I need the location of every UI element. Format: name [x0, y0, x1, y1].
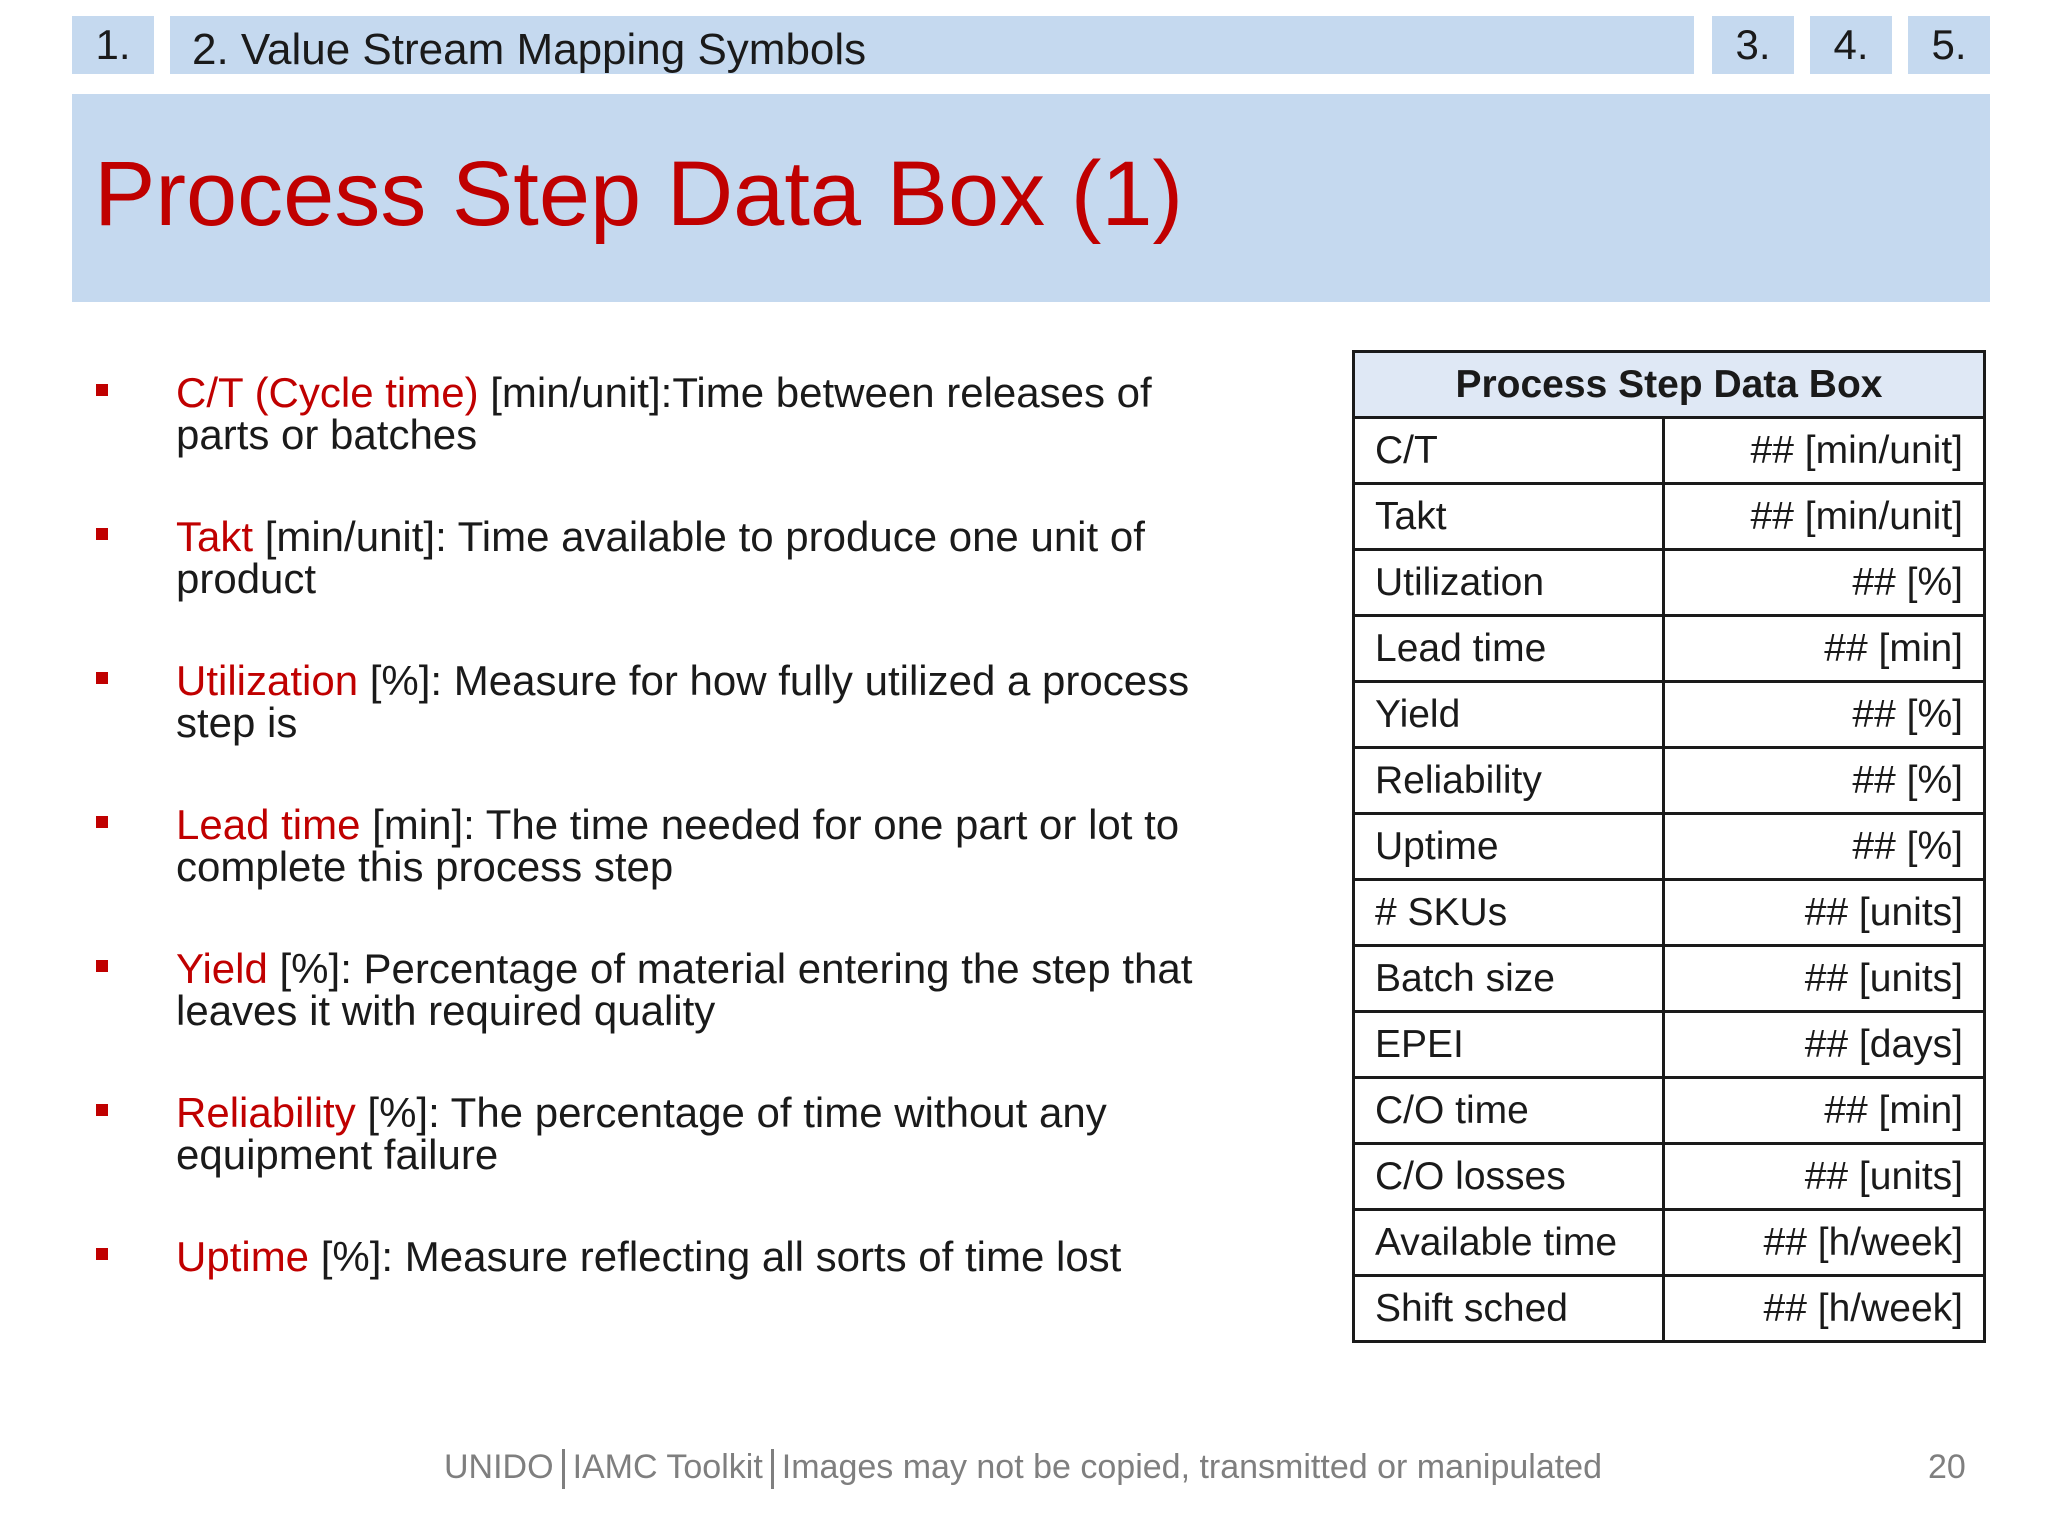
definition: [%]: Measure for how fully utilized a process step is	[176, 657, 1190, 746]
row-label: C/O losses	[1354, 1144, 1664, 1210]
footer-notice: Images may not be copied, transmitted or manipulated	[781, 1448, 1602, 1486]
table-header: Process Step Data Box	[1354, 352, 1985, 418]
nav-section-5[interactable]: 5.	[1908, 16, 1990, 74]
definition: [%]: Measure reflecting all sorts of time lost	[309, 1233, 1122, 1280]
table-row	[1354, 1144, 1985, 1210]
row-value: ## [h/week]	[1664, 1276, 1985, 1342]
row-value: ## [%]	[1664, 550, 1985, 616]
row-label: # SKUs	[1354, 880, 1664, 946]
table-row	[1354, 880, 1985, 946]
term: C/T (Cycle time)	[176, 369, 479, 416]
footer-toolkit: IAMC Toolkit	[572, 1448, 763, 1486]
row-label: Yield	[1354, 682, 1664, 748]
list-item	[88, 1089, 1248, 1236]
page-title: Process Step Data Box (1)	[94, 143, 1184, 245]
list-item	[88, 513, 1248, 660]
bullet-square-icon	[96, 816, 108, 828]
row-label: Takt	[1354, 484, 1664, 550]
definition: [%]: Percentage of material entering the step that leaves it with required quality	[176, 945, 1193, 1034]
bullet-square-icon	[96, 1248, 108, 1260]
row-value: ## [units]	[1664, 1144, 1985, 1210]
bullet-square-icon	[96, 528, 108, 540]
row-label: EPEI	[1354, 1012, 1664, 1078]
row-label: Lead time	[1354, 616, 1664, 682]
row-value: ## [days]	[1664, 1012, 1985, 1078]
row-value: ## [%]	[1664, 814, 1985, 880]
list-item	[88, 1233, 1248, 1380]
table-row	[1354, 1078, 1985, 1144]
table-row	[1354, 814, 1985, 880]
row-label: Uptime	[1354, 814, 1664, 880]
row-value: ## [units]	[1664, 880, 1985, 946]
nav-section-4[interactable]: 4.	[1810, 16, 1892, 74]
process-step-data-box-table	[1352, 350, 1986, 1343]
footer	[444, 1448, 1602, 1489]
row-value: ## [min]	[1664, 616, 1985, 682]
table-header-row	[1354, 352, 1985, 418]
row-label: Utilization	[1354, 550, 1664, 616]
row-label: Shift sched	[1354, 1276, 1664, 1342]
list-item	[88, 657, 1248, 804]
row-label: Reliability	[1354, 748, 1664, 814]
table-row	[1354, 682, 1985, 748]
row-value: ## [%]	[1664, 682, 1985, 748]
bullet-square-icon	[96, 1104, 108, 1116]
table-row	[1354, 946, 1985, 1012]
term: Yield	[176, 945, 268, 992]
list-item	[88, 801, 1248, 948]
definition: [min/unit]:Time between releases of parts or batches	[176, 369, 1152, 458]
table-row	[1354, 550, 1985, 616]
nav-section-2-active[interactable]: 2. Value Stream Mapping Symbols	[170, 16, 1694, 74]
term: Reliability	[176, 1089, 356, 1136]
definition-list	[88, 369, 1248, 1380]
row-value: ## [units]	[1664, 946, 1985, 1012]
nav-section-3[interactable]: 3.	[1712, 16, 1794, 74]
row-value: ## [min/unit]	[1664, 418, 1985, 484]
row-label: C/O time	[1354, 1078, 1664, 1144]
footer-org: UNIDO	[444, 1448, 554, 1486]
row-label: Batch size	[1354, 946, 1664, 1012]
definition: [%]: The percentage of time without any equipment failure	[176, 1089, 1107, 1178]
page-number: 20	[1928, 1448, 1966, 1486]
list-item	[88, 945, 1248, 1092]
table-row	[1354, 484, 1985, 550]
term: Takt	[176, 513, 254, 560]
term: Utilization	[176, 657, 359, 704]
row-value: ## [%]	[1664, 748, 1985, 814]
bullet-square-icon	[96, 960, 108, 972]
footer-separator	[562, 1449, 565, 1489]
table-row	[1354, 1210, 1985, 1276]
term: Uptime	[176, 1233, 310, 1280]
table-row	[1354, 1276, 1985, 1342]
table-row	[1354, 418, 1985, 484]
bullet-square-icon	[96, 384, 108, 396]
list-item	[88, 369, 1248, 516]
table-row	[1354, 1012, 1985, 1078]
row-value: ## [min/unit]	[1664, 484, 1985, 550]
row-value: ## [min]	[1664, 1078, 1985, 1144]
table-row	[1354, 616, 1985, 682]
bullet-square-icon	[96, 672, 108, 684]
definition: [min]: The time needed for one part or lot to complete this process step	[176, 801, 1180, 890]
row-value: ## [h/week]	[1664, 1210, 1985, 1276]
row-label: Available time	[1354, 1210, 1664, 1276]
nav-section-1[interactable]: 1.	[72, 16, 154, 74]
footer-separator	[771, 1449, 774, 1489]
table-row	[1354, 748, 1985, 814]
title-band	[72, 94, 1990, 302]
term: Lead time	[176, 801, 361, 848]
row-label: C/T	[1354, 418, 1664, 484]
definition: [min/unit]: Time available to produce one unit of product	[176, 513, 1145, 602]
